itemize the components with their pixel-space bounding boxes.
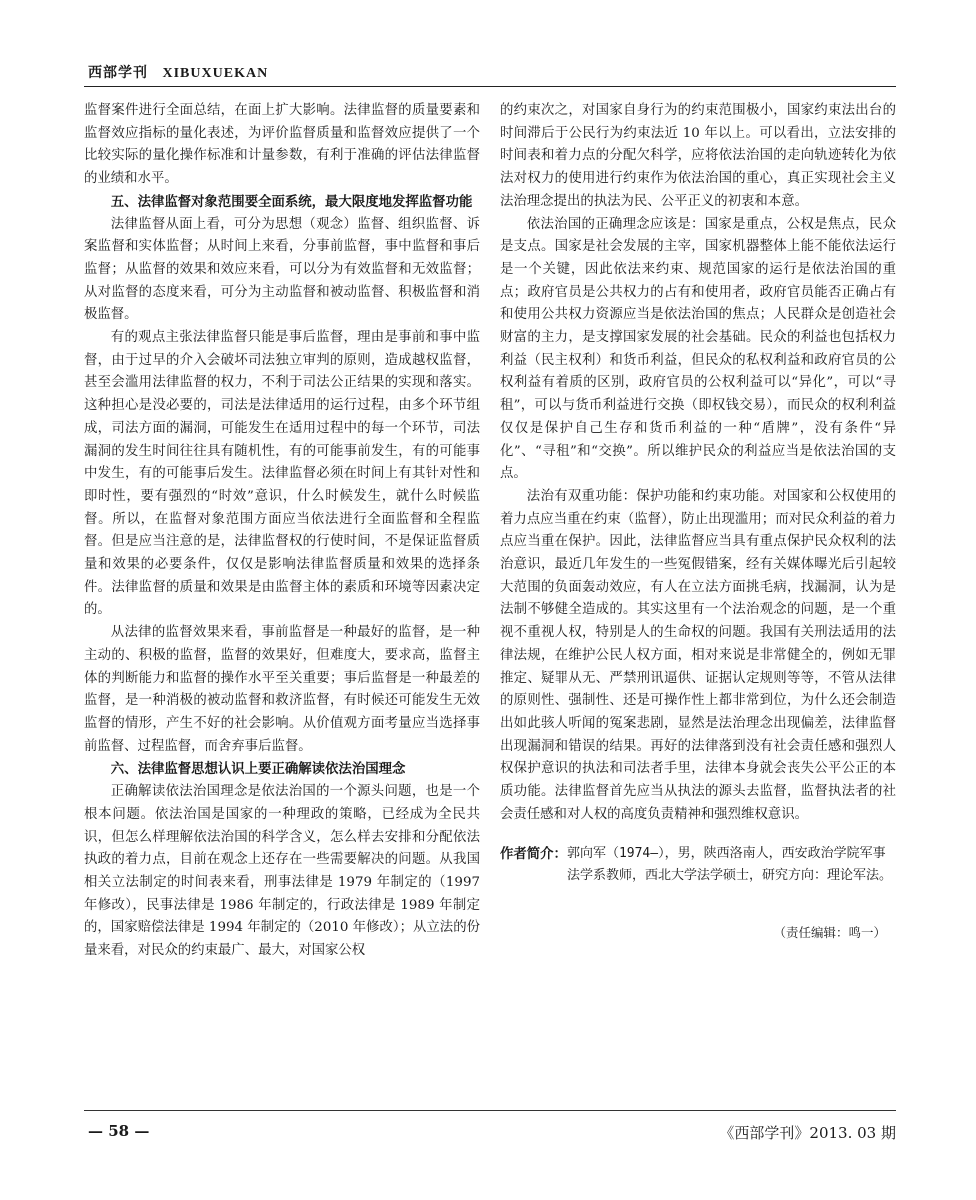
page-number: — 58 — xyxy=(88,1122,150,1140)
right-column xyxy=(500,100,896,945)
author-bio xyxy=(500,843,896,888)
author-bio-text: 郭向军（1974—），男，陕西洛南人，西安政治学院军事法学系教师，西北大学法学硕士，研究方向：理论军法。 xyxy=(566,845,892,884)
journal-pinyin: XIBUXUEKAN xyxy=(162,66,269,81)
journal-title: 西部学刊 xyxy=(88,66,148,81)
paragraph: 正确解读依法治国理念是依法治国的一个源头问题，也是一个根本问题。依法治国是国家的一种理政的策略，已经成为全民共识，但怎么样理解依法治国的科学含义，怎么样去安排和分配依法执政的着力点，目前在观念上还存在一些需要解决的问题。从我国相关立法制定的时间表来看，刑事法律是 1979 年制定的（1997 年修改），民事法律是 1986 年制定的，行政法律是 1989 年制定的，国家赔偿法律是 1994 年制定的（2010 年修改）；从立法的份量来看，对民众的约束最广、最大，对国家公权 xyxy=(84,784,480,959)
paragraph: 监督案件进行全面总结，在面上扩大影响。法律监督的质量要素和监督效应指标的量化表述，为评价监督质量和监督效应提供了一个比较实际的量化操作标准和计量参数，有利于准确的评估法律监督的业绩和水平。 xyxy=(84,103,480,187)
footer-divider xyxy=(84,1110,896,1111)
section-heading-6: 六、法律监督思想认识上要正确解读依法治国理念 xyxy=(110,761,406,778)
paragraph: 的约束次之，对国家自身行为的约束范围极小，国家约束法出台的时间滞后于公民行为约束法近 10 年以上。可以看出，立法安排的时间表和着力点的分配欠科学，应将依法治国的走向轨迹转化为依法对权力的使用进行约束作为依法治国的重心，真正实现社会主义法治理念提出的执法为民、公平正义的初衷和本意。 xyxy=(500,103,896,209)
responsible-editor: （责任编辑：鸣一） xyxy=(773,924,886,940)
section-heading-5: 五、法律监督对象范围要全面系统，最大限度地发挥监督功能 xyxy=(110,193,473,210)
journal-issue: 《西部学刊》2013. 03 期 xyxy=(719,1124,896,1142)
paragraph: 从法律的监督效果来看，事前监督是一种最好的监督，是一种主动的、积极的监督，监督的效果好，但难度大，要求高，监督主体的判断能力和监督的操作水平至关重要；事后监督是一种最差的监督，是一种消极的被动监督和救济监督，有时候还可能发生无效监督的情形，产生不好的社会影响。从价值观方面考量应当选择事前监督、过程监督，而舍弃事后监督。 xyxy=(84,625,480,754)
left-column xyxy=(84,100,480,963)
header-divider xyxy=(84,86,896,87)
paragraph: 有的观点主张法律监督只能是事后监督，理由是事前和事中监督，由于过早的介入会破坏司法独立审判的原则，造成越权监督，甚至会滥用法律监督的权力，不利于司法公正结果的实现和落实。这种担心是没必要的，司法是法律适用的运行过程，由多个环节组成，司法方面的漏洞，可能发生在适用过程中的每一个环节，司法漏洞的发生时间往往具有随机性，有的可能事前发生，有的可能事中发生，有的可能事后发生。法律监督必须在时间上有其针对性和即时性，要有强烈的“时效”意识，什么时候发生，就什么时候监督。所以，在监督对象范围方面应当依法进行全面监督和全程监督。但是应当注意的是，法律监督权的行使时间，不是保证监督质量和效果的必要条件，仅仅是影响法律监督质量和效果的选择条件。法律监督的质量和效果是由监督主体的素质和环境等因素决定的。 xyxy=(84,330,480,618)
paragraph: 依法治国的正确理念应该是：国家是重点，公权是焦点，民众是支点。国家是社会发展的主宰，国家机器整体上能不能依法运行是一个关键，因此依法来约束、规范国家的运行是依法治国的重点；政府官员是公共权力的占有和使用者，政府官员能否正确占有和使用公共权力资源应当是依法治国的焦点；人民群众是创造社会财富的主力，是支撑国家发展的社会基础。民众的利益也包括权力利益（民主权利）和货币利益，但民众的私权利益和政府官员的公权利益有着质的区别，政府官员的公权利益可以“异化”，可以“寻租”，可以与货币利益进行交换（即权钱交易），而民众的权利利益仅仅是保护自己生存和货币利益的一种“盾牌”，没有条件“异化”、“寻租”和“交换”。所以维护民众的利益应当是依法治国的支点。 xyxy=(500,216,896,482)
paragraph: 法治有双重功能：保护功能和约束功能。对国家和公权使用的着力点应当重在约束（监督），防止出现滥用；而对民众利益的着力点应当重在保护。因此，法律监督应当具有重点保护民众权利的法治意识，最近几年发生的一些冤假错案，经有关媒体曝光后引起较大范围的负面轰动效应，有人在立法方面挑毛病，找漏洞，认为是法制不够健全造成的。其实这里有一个法治观念的问题，是一个重视不重视人权，特别是人的生命权的问题。我国有关刑法适用的法律法规，在维护公民人权方面，相对来说是非常健全的，例如无罪推定、疑罪从无、严禁刑讯逼供、证据认定规则等等，不管从法律的原则性、强制性、还是可操作性上都非常到位，为什么还会制造出如此骇人听闻的冤案悲剧，显然是法治理念出现偏差，法律监督出现漏洞和错误的结果。再好的法律落到没有社会责任感和强烈人权保护意识的执法和司法者手里，法律本身就会丧失公平公正的本质功能。法律监督首先应当从执法的源头去监督，监督执法者的社会责任感和对人权的高度负责精神和强烈维权意识。 xyxy=(500,488,896,822)
running-header xyxy=(88,62,888,86)
paragraph: 法律监督从面上看，可分为思想（观念）监督、组织监督、诉案监督和实体监督；从时间上来看，分事前监督，事中监督和事后监督；从监督的效果和效应来看，可以分为有效监督和无效监督；从对监督的态度来看，可分为主动监督和被动监督、积极监督和消极监督。 xyxy=(84,216,480,323)
author-bio-label: 作者简介： xyxy=(500,845,567,862)
